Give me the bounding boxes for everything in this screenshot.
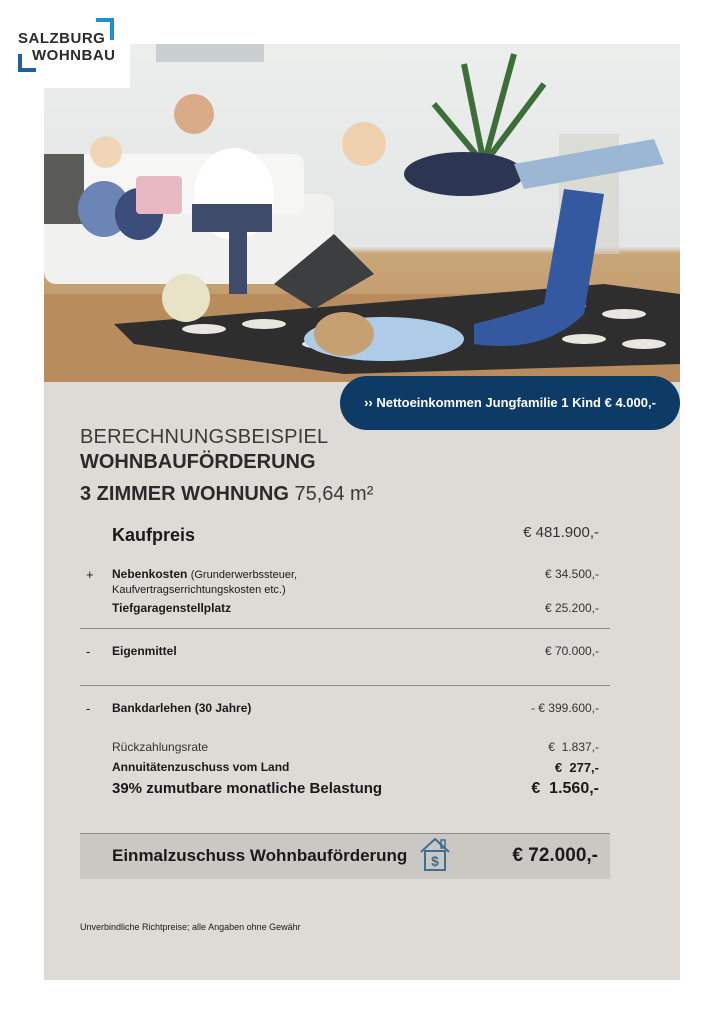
row-kaufpreis [0,525,724,549]
nebenkosten-note2: Kaufvertragserrichtungskosten etc.) [112,584,286,596]
belastung-value: € 1.560,- [531,780,599,797]
annuitaet-value: € 277,- [554,760,599,775]
heading-line3 [80,483,373,506]
eigenmittel-sign: - [86,644,91,659]
svg-text:$: $ [431,853,439,869]
eigenmittel-value: € 70.000,- [544,644,599,658]
logo-line1: SALZBURG [18,30,106,47]
summary-bar [80,833,610,879]
heading-apartment-type: 3 ZIMMER WOHNUNG [80,483,289,505]
nebenkosten-sign: + [86,567,94,582]
kaufpreis-value: € 481.900,- [523,524,599,541]
bankdarlehen-value: - € 399.600,- [530,701,599,715]
nebenkosten-label: Nebenkosten [112,567,188,581]
kaufpreis-label: Kaufpreis [112,525,196,545]
nebenkosten-label-group [112,567,297,581]
annuitaet-label: Annuitätenzuschuss vom Land [112,760,290,774]
company-logo [0,0,130,88]
income-badge: ›› Nettoeinkommen Jungfamilie 1 Kind € 4.000,- [340,376,680,430]
family-photo [44,44,680,382]
nebenkosten-value: € 34.500,- [544,567,599,581]
tiefgarage-label: Tiefgaragenstellplatz [112,601,232,615]
heading-area: 75,64 m² [294,483,374,505]
bankdarlehen-label: Bankdarlehen (30 Jahre) [112,701,252,715]
logo-line2: WOHNBAU [32,47,116,64]
rueckzahlung-label: Rückzahlungsrate [112,740,209,754]
divider-1 [80,628,610,629]
tiefgarage-value: € 25.200,- [544,601,599,615]
rueckzahlung-value: € 1.837,- [548,740,599,754]
eigenmittel-label: Eigenmittel [112,644,177,658]
summary-label: Einmalzuschuss Wohnbauförderung [112,846,408,865]
summary-value: € 72.000,- [512,845,598,866]
divider-2 [80,685,610,686]
belastung-label: 39% zumutbare monatliche Belastung [112,780,383,797]
heading-line2: WOHNBAUFÖRDERUNG [80,451,316,473]
house-dollar-icon [418,836,452,872]
disclaimer: Unverbindliche Richtpreise; alle Angaben ohne Gewähr [80,922,301,932]
nebenkosten-note1: (Grunderwerbssteuer, [190,569,298,581]
logo-mark-bottom [18,54,36,72]
heading-line1: BERECHNUNGSBEISPIEL [80,426,329,448]
bankdarlehen-sign: - [86,701,91,716]
